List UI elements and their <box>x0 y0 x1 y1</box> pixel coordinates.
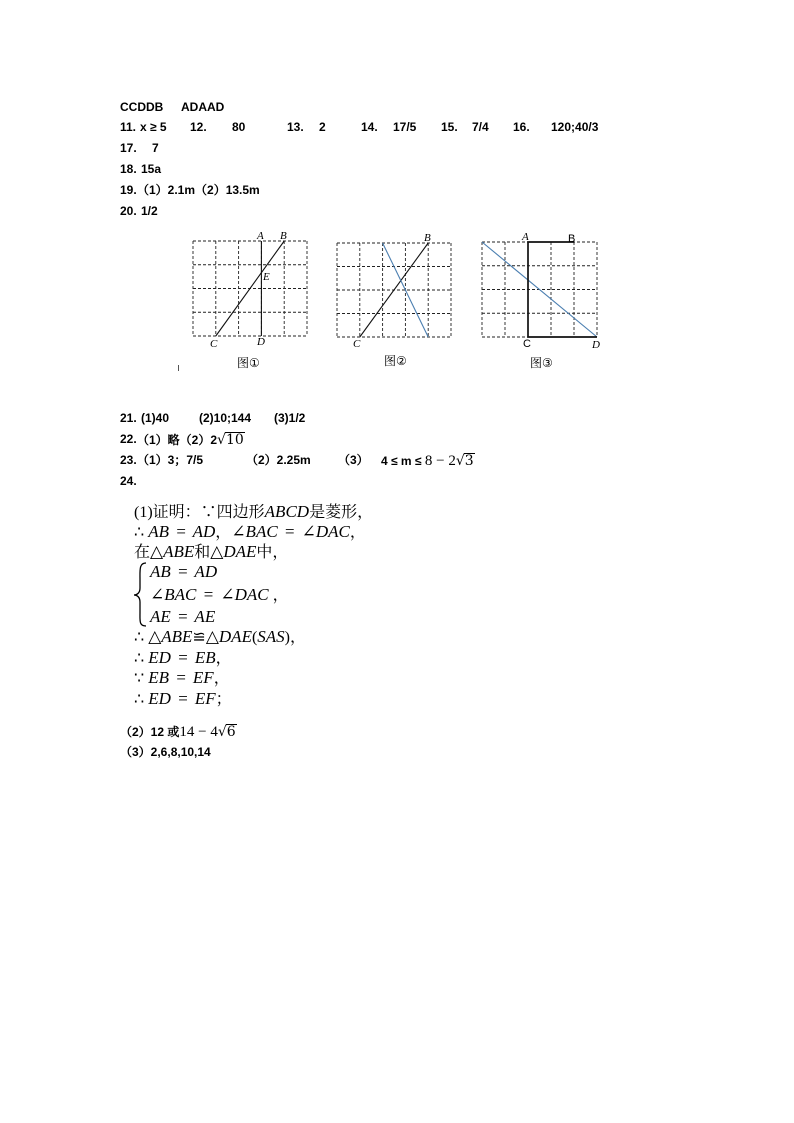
inequality-left: 4 ≤ m ≤ <box>381 454 425 468</box>
grid-figures <box>0 225 794 380</box>
punctuation: ( <box>251 629 258 646</box>
proof-line-2 <box>134 522 366 543</box>
punctuation: ， <box>215 650 232 667</box>
label-c: C <box>523 338 531 350</box>
question-number: 16. <box>513 120 530 134</box>
proof-text: (1)证明：∵四边形 <box>134 504 265 521</box>
proof-text: 中， <box>256 544 289 561</box>
answer-22-text: （1）略（2）2 <box>137 433 218 447</box>
math-expr: ED = EB <box>148 648 216 667</box>
label-b: B <box>424 232 431 244</box>
square-root <box>217 432 245 448</box>
question-number: 18. <box>120 162 137 176</box>
caption-figure-1: 图① <box>237 356 260 370</box>
answer-24-part-2 <box>120 724 237 739</box>
answer-11: x ≥ 5 <box>140 120 167 134</box>
answer-21-part-1: (1)40 <box>141 411 170 425</box>
radicand: 6 <box>226 724 236 740</box>
answer-15: 7/4 <box>472 120 489 134</box>
answer-12: 80 <box>232 120 246 134</box>
math-expr: ED = EF <box>148 689 216 708</box>
question-number: 19. <box>120 183 137 197</box>
math-expr: △DAE <box>205 627 252 646</box>
math-expr: ∠BAC = ∠DAC <box>150 585 269 604</box>
question-number: 11. <box>120 120 137 134</box>
proof-line-9 <box>134 668 230 689</box>
therefore-symbol: ∴ <box>134 629 149 646</box>
answer-14: 17/5 <box>393 120 417 134</box>
proof-text: 和 <box>194 544 211 561</box>
square-root <box>218 724 237 740</box>
label-b: B <box>280 230 287 242</box>
answer-24-part-3: （3）2,6,8,10,14 <box>120 745 211 759</box>
label-d: D <box>592 339 600 351</box>
proof-line-8 <box>134 648 232 669</box>
punctuation: ， <box>215 524 232 541</box>
answer-23-inequality <box>381 453 475 468</box>
math-expr: △ABE <box>150 542 195 561</box>
math-expr: AE = AE <box>150 607 216 626</box>
answer-18: 15a <box>141 162 162 176</box>
question-number: 12. <box>190 120 207 134</box>
answer-20: 1/2 <box>141 204 158 218</box>
radical-sign: √ <box>217 432 226 448</box>
answer-23-part-3-label: （3） <box>338 453 369 467</box>
proof-text: 在 <box>134 544 151 561</box>
proof-text: 是菱形， <box>309 504 374 521</box>
radical-sign: √ <box>455 453 465 469</box>
mc-answers-1-5: CCDDB <box>120 100 164 114</box>
math-expr: 14 − 4 <box>179 724 218 740</box>
question-number: 20. <box>120 204 137 218</box>
label-c: C <box>353 338 361 350</box>
figure-2 <box>337 232 451 368</box>
brace-line-1 <box>150 562 217 582</box>
radicand: 10 <box>225 432 244 448</box>
answer-21-part-3: (3)1/2 <box>274 411 306 425</box>
mc-answers-6-10: ADAAD <box>181 100 225 114</box>
answer-24-part-2-text: （2）12 或 <box>120 725 180 739</box>
therefore-symbol: ∴ <box>134 650 149 667</box>
figure-1 <box>193 230 307 370</box>
label-a: A <box>257 230 264 242</box>
answer-23-part-2: （2）2.25m <box>246 453 311 467</box>
punctuation: ， <box>213 670 230 687</box>
math-expr: △ABE <box>148 627 193 646</box>
label-b: B <box>568 233 576 245</box>
answer-16: 120;40/3 <box>551 120 599 134</box>
therefore-symbol: ∴ <box>134 691 149 708</box>
label-c: C <box>210 338 218 350</box>
question-number: 17. <box>120 141 137 155</box>
math-expr: ∠BAC = ∠DAC <box>231 522 350 541</box>
math-expr: AB = AD <box>148 522 216 541</box>
question-number: 24. <box>120 474 137 488</box>
answer-21-part-2: (2)10;144 <box>199 411 252 425</box>
math-expr: △DAE <box>210 542 257 561</box>
brace-line-2 <box>150 585 289 606</box>
because-symbol: ∵ <box>134 670 149 687</box>
proof-line-7 <box>134 627 306 648</box>
proof-line-10 <box>134 689 232 710</box>
question-number: 22. <box>120 432 137 446</box>
question-number: 23. <box>120 453 137 467</box>
answer-17: 7 <box>152 141 159 155</box>
label-a: A <box>522 231 529 243</box>
math-expr: ABCD <box>264 502 310 521</box>
math-expr: AB = AD <box>150 562 218 581</box>
square-root <box>456 453 475 469</box>
math-expr: SAS <box>257 627 285 646</box>
radicand: 3 <box>464 453 474 469</box>
answer-13: 2 <box>319 120 326 134</box>
congruent-symbol: ≌ <box>192 629 206 646</box>
caption-figure-2: 图② <box>384 354 407 368</box>
punctuation: ， <box>349 524 366 541</box>
brace-path <box>134 563 146 626</box>
punctuation: )， <box>284 629 307 646</box>
answer-23-part-1: （1）3；7/5 <box>137 453 204 467</box>
math-expr: EB = EF <box>148 668 214 687</box>
left-brace <box>130 560 150 630</box>
label-e: E <box>263 271 270 283</box>
label-d: D <box>257 336 265 348</box>
caption-figure-3: 图③ <box>530 356 553 370</box>
punctuation: ， <box>268 587 289 604</box>
therefore-symbol: ∴ <box>134 524 149 541</box>
figure-3 <box>482 231 600 370</box>
radical-sign: √ <box>217 724 227 740</box>
question-number: 21. <box>120 411 137 425</box>
brace-line-3 <box>150 607 215 627</box>
answer-22 <box>137 432 245 447</box>
inequality-right: 8 − 2 <box>424 453 456 469</box>
proof-line-1 <box>134 502 373 523</box>
proof-line-3 <box>134 542 288 563</box>
question-number: 14. <box>361 120 378 134</box>
question-number: 13. <box>287 120 304 134</box>
punctuation: ； <box>215 691 232 708</box>
answer-19: （1）2.1m（2）13.5m <box>137 183 260 197</box>
question-number: 15. <box>441 120 458 134</box>
